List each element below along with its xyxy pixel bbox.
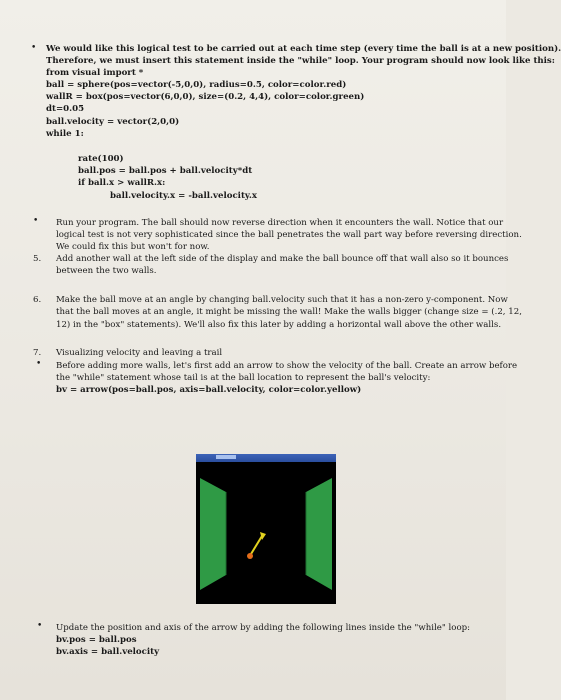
code-line: while 1: [46,129,84,139]
bullet: • [36,359,42,369]
velocity-arrow [251,536,262,554]
step7-line: the "while" statement whose tail is at the ball location to represent the ball's velocity: [56,373,431,383]
bullet: • [33,216,39,226]
step6-line: 12) in the "box" statements). We'll also fix this later by adding a horizontal wall above the other walls. [56,320,502,330]
code-line: ball.velocity = vector(2,0,0) [46,117,180,127]
step7-title: Visualizing velocity and leaving a trail [56,348,223,358]
right-wall [306,478,332,590]
bullet: • [31,43,37,53]
step-number: 6. [33,295,42,305]
code-line: rate(100) [78,154,124,164]
code-line: dt=0.05 [46,104,85,114]
bullet: • [37,621,43,631]
step-number: 7. [33,348,42,358]
intro-line-1: We would like this logical test to be carried out at each time step (every time the ball is at a new position). [46,44,561,54]
step5-line: Add another wall at the left side of the display and make the ball bounce off that wall also so it bounces [56,254,509,264]
update-code-line: bv.axis = ball.velocity [56,647,160,657]
step6-line: that the ball moves at an angle, it might be missing the wall! Make the walls bigger (change size = (.2, 12, [56,307,522,317]
arrow-code-line: bv = arrow(pos=ball.pos, axis=ball.velocity, color=color.yellow) [56,385,362,395]
left-wall [200,478,226,590]
ball [247,553,253,559]
run-paragraph-line: We could fix this but won't for now. [56,242,210,252]
step-number: 5. [33,254,42,264]
code-line: if ball.x > wallR.x: [78,178,166,188]
run-paragraph-line: Run your program. The ball should now reverse direction when it encounters the wall. Notice that our [56,218,504,228]
code-line: from visual import * [46,68,144,78]
code-line: wallR = box(pos=vector(6,0,0), size=(0.2, 4,4), color=color.green) [46,92,365,102]
code-line: ball = sphere(pos=vector(-5,0,0), radius=0.5, color=color.red) [46,80,347,90]
code-line: ball.velocity.x = -ball.velocity.x [110,191,258,201]
intro-line-2: Therefore, we must insert this statement inside the "while" loop. Your program should now look like this: [46,56,555,66]
code-line: ball.pos = ball.pos + ball.velocity*dt [78,166,253,176]
update-code-line: bv.pos = ball.pos [56,635,137,645]
simulation-scene [196,454,336,604]
step5-line: between the two walls. [56,266,157,276]
update-line: Update the position and axis of the arrow by adding the following lines inside the "while" loop: [56,623,471,633]
run-paragraph-line: logical test is not very sophisticated since the ball penetrates the wall part way before reversing direction. [56,230,522,240]
step6-line: Make the ball move at an angle by changing ball.velocity such that it has a non-zero y-component. Now [56,295,508,305]
step7-line: Before adding more walls, let's first add an arrow to show the velocity of the ball. Create an arrow before [56,361,518,371]
vpython-display-window [196,454,336,604]
